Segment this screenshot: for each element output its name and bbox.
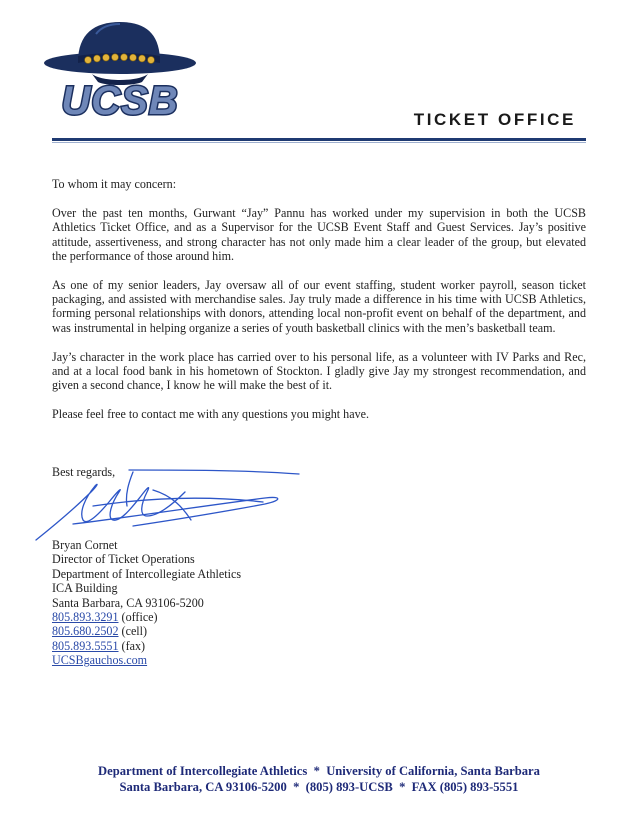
signer-block <box>52 538 241 668</box>
phone-fax-link[interactable]: 805.893.5551 <box>52 638 119 653</box>
signer-name: Bryan Cornet <box>52 538 118 552</box>
signer-building: ICA Building <box>52 581 118 596</box>
header-rule <box>52 138 586 141</box>
phone-office-link[interactable]: 805.893.3291 <box>52 610 119 625</box>
footer <box>0 763 638 795</box>
phone-cell-link[interactable]: 805.680.2502 <box>52 624 119 639</box>
paragraph-3: Jay’s character in the work place has carried over to his personal life, as a volunteer with IV Parks and Rec, and at a local food bank in his hometown of Stockton. I gladly give Jay my strongest recommendation, and given a second chance, I know he will make the best of it. <box>52 349 586 393</box>
header-rule-thin <box>52 142 586 143</box>
signature <box>33 462 303 544</box>
website-link[interactable]: UCSBgauchos.com <box>52 653 148 668</box>
ucsb-logo <box>38 16 198 120</box>
phone-cell-label: (cell) <box>121 624 148 639</box>
closing-text: Best regards, <box>52 465 116 479</box>
phone-fax-row <box>52 639 241 653</box>
paragraph-1: Over the past ten months, Gurwant “Jay” Pannu has worked under my supervision in both the UCSB Athletics Ticket Office, and as a Supervisor for the UCSB Event Staff and Guest Services. Jay’s positive attitude, assertiveness, and strong character has not only made him a clear leader of the group, but elevated the performance of those around him. <box>52 206 586 263</box>
paragraph-4: Please feel free to contact me with any questions you might have. <box>52 407 370 422</box>
footer-line-1: Department of Intercollegiate Athletics * University of California, Santa Barbara <box>98 764 540 778</box>
phone-office-row <box>52 610 241 624</box>
footer-line-2: Santa Barbara, CA 93106-5200 * (805) 893-UCSB * FAX (805) 893-5551 <box>119 780 519 794</box>
letter-body <box>52 177 586 437</box>
salutation: To whom it may concern: <box>52 177 177 191</box>
website-row <box>52 653 241 667</box>
phone-cell-row <box>52 624 241 638</box>
signer-department: Department of Intercollegiate Athletics <box>52 566 242 581</box>
svg-text:UCSB: UCSB <box>61 79 179 120</box>
signer-title: Director of Ticket Operations <box>52 552 195 567</box>
signer-address: Santa Barbara, CA 93106-5200 <box>52 595 204 610</box>
paragraph-2: As one of my senior leaders, Jay oversaw all of our event staffing, student worker payroll, season ticket packaging, and assisted with merchandise sales. Jay truly made a difference in his time with UCSB Athletics, forming personal relationships with donors, attending local non-profit event on behalf of the department, and was instrumental in helping organize a series of youth basketball clinics with the men’s basketball team. <box>52 278 586 335</box>
phone-fax-label: (fax) <box>121 638 146 653</box>
phone-office-label: (office) <box>121 610 158 625</box>
office-title: TICKET OFFICE <box>413 110 576 129</box>
